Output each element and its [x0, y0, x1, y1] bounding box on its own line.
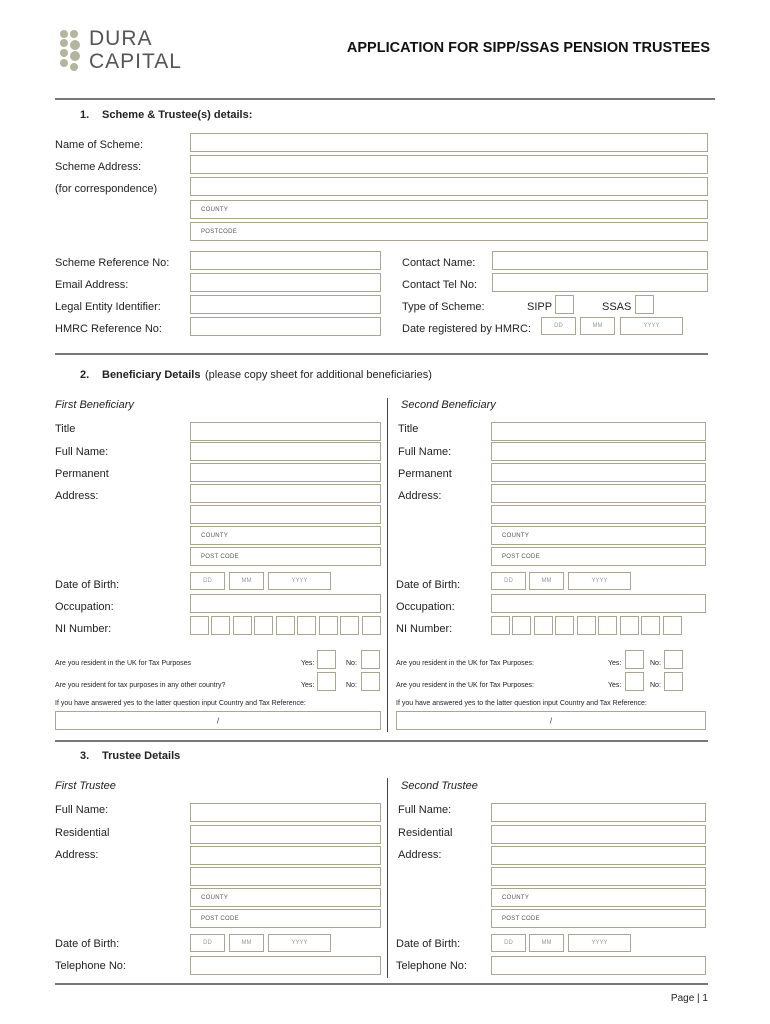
second-beneficiary-heading: Second Beneficiary — [401, 399, 496, 411]
page-number: Page | 1 — [670, 993, 708, 1004]
ben2-other-tax-no-checkbox[interactable] — [664, 672, 683, 691]
ben2-ni-cells[interactable] — [491, 616, 682, 635]
ben1-dob-month-field[interactable] — [229, 572, 264, 590]
ben2-postcode-field[interactable] — [491, 547, 706, 566]
mm-placeholder: MM — [541, 578, 552, 584]
scheme-reference-label: Scheme Reference No: — [55, 257, 170, 269]
trustee2-county-field[interactable] — [491, 888, 706, 907]
dd-placeholder: DD — [504, 940, 513, 946]
trustee2-dob-label: Date of Birth: — [396, 938, 461, 950]
slash-separator: / — [549, 716, 553, 725]
section-1-divider — [55, 353, 708, 355]
contact-tel-field[interactable] — [492, 273, 708, 292]
section-3-number: 3. — [80, 750, 90, 762]
ben2-uk-tax-yes-label: Yes: — [608, 660, 622, 667]
ben2-title-field[interactable] — [491, 422, 706, 441]
ben2-county-field[interactable] — [491, 526, 706, 545]
ssas-checkbox[interactable] — [635, 295, 654, 314]
ben1-occupation-label: Occupation: — [55, 601, 114, 613]
county-placeholder: COUNTY — [201, 533, 229, 539]
yyyy-placeholder: YYYY — [291, 940, 308, 946]
scheme-county-field[interactable] — [190, 200, 708, 219]
trustee1-dob-year-field[interactable] — [268, 934, 331, 952]
ben1-title-field[interactable] — [190, 422, 381, 441]
ben1-other-tax-no-label: No: — [346, 682, 357, 689]
ben1-county-field[interactable] — [190, 526, 381, 545]
lei-label: Legal Entity Identifier: — [55, 301, 161, 313]
yyyy-placeholder: YYYY — [591, 940, 608, 946]
ben2-other-tax-no-label: No: — [650, 682, 661, 689]
trustee1-full-name-label: Full Name: — [55, 804, 109, 816]
ben1-uk-tax-yes-checkbox[interactable] — [317, 650, 336, 669]
trustee1-dob-month-field[interactable] — [229, 934, 264, 952]
contact-name-field[interactable] — [492, 251, 708, 270]
ben1-permanent-label: Permanent — [55, 468, 109, 480]
trustee2-dob-year-field[interactable] — [568, 934, 631, 952]
ben2-other-tax-question: Are you resident in the UK for Tax Purposes: — [396, 682, 534, 689]
ben1-full-name-label: Full Name: — [55, 446, 109, 458]
scheme-postcode-field[interactable] — [190, 222, 708, 241]
yyyy-placeholder: YYYY — [291, 578, 308, 584]
ben1-dob-year-field[interactable] — [268, 572, 331, 590]
trustee1-address-line1-field[interactable] — [190, 825, 381, 844]
ni-cell[interactable] — [491, 616, 510, 635]
ben2-other-tax-yes-checkbox[interactable] — [625, 672, 644, 691]
ben2-occupation-label: Occupation: — [396, 601, 455, 613]
logo-text-capital: CAPITAL — [89, 50, 182, 73]
ni-cell[interactable] — [534, 616, 553, 635]
ben1-dob-day-field[interactable] — [190, 572, 225, 590]
page-title: APPLICATION FOR SIPP/SSAS PENSION TRUSTEES — [346, 40, 710, 56]
ben1-other-tax-yes-checkbox[interactable] — [317, 672, 336, 691]
trustee1-residential-label: Residential — [55, 827, 110, 839]
trustee2-full-name-field[interactable] — [491, 803, 706, 822]
sipp-checkbox[interactable] — [555, 295, 574, 314]
yyyy-placeholder: YYYY — [591, 578, 608, 584]
contact-tel-label: Contact Tel No: — [402, 279, 478, 291]
county-placeholder: COUNTY — [502, 533, 530, 539]
ben2-other-tax-yes-label: Yes: — [608, 682, 622, 689]
scheme-address-label: Scheme Address: — [55, 161, 142, 173]
ben2-occupation-field[interactable] — [491, 594, 706, 613]
ben1-other-tax-yes-label: Yes: — [301, 682, 315, 689]
ni-cell[interactable] — [641, 616, 660, 635]
trustee2-telephone-label: Telephone No: — [396, 960, 467, 972]
ni-cell[interactable] — [190, 616, 209, 635]
postcode-placeholder: POST CODE — [201, 554, 239, 560]
postcode-placeholder: POST CODE — [502, 916, 540, 922]
dd-placeholder: DD — [203, 578, 212, 584]
postcode-placeholder: POST CODE — [201, 916, 239, 922]
trustee1-postcode-field[interactable] — [190, 909, 381, 928]
ni-cell[interactable] — [254, 616, 273, 635]
ben2-title-label: Title — [398, 423, 419, 435]
dd-placeholder: DD — [203, 940, 212, 946]
trustee1-dob-label: Date of Birth: — [55, 938, 120, 950]
ben1-address-line2-field[interactable] — [190, 484, 381, 503]
logo-mark-icon — [55, 28, 85, 74]
ben1-ni-cells[interactable] — [190, 616, 381, 635]
trustee1-address-line2-field[interactable] — [190, 846, 381, 865]
ni-cell[interactable] — [577, 616, 596, 635]
ben1-other-tax-question: Are you resident for tax purposes in any other country? — [55, 682, 226, 689]
ben2-dob-year-field[interactable] — [568, 572, 631, 590]
ni-cell[interactable] — [663, 616, 682, 635]
section-2-title: Beneficiary Details — [102, 369, 201, 381]
scheme-type-label: Type of Scheme: — [402, 301, 485, 313]
first-trustee-heading: First Trustee — [55, 780, 116, 792]
trustee2-dob-day-field[interactable] — [491, 934, 526, 952]
section-2-column-divider — [387, 398, 388, 732]
ben1-dob-label: Date of Birth: — [55, 579, 120, 591]
ben2-tax-reference-instruction: If you have answered yes to the latter question input Country and Tax Reference: — [396, 700, 647, 707]
trustee1-full-name-field[interactable] — [190, 803, 381, 822]
ni-cell[interactable] — [276, 616, 295, 635]
trustee1-telephone-label: Telephone No: — [55, 960, 126, 972]
slash-separator: / — [216, 716, 220, 725]
section-2-note: (please copy sheet for additional beneficiaries) — [205, 369, 432, 381]
trustee1-dob-day-field[interactable] — [190, 934, 225, 952]
mm-placeholder: MM — [241, 940, 252, 946]
date-registered-label: Date registered by HMRC: — [402, 323, 531, 335]
section-3-title: Trustee Details — [102, 750, 181, 762]
ben2-dob-month-field[interactable] — [529, 572, 564, 590]
ni-cell[interactable] — [512, 616, 531, 635]
scheme-name-label: Name of Scheme: — [55, 139, 144, 151]
footer-divider — [55, 983, 708, 985]
trustee1-telephone-field[interactable] — [190, 956, 381, 975]
trustee2-address-line2-field[interactable] — [491, 846, 706, 865]
ben2-country-tax-reference-field[interactable] — [396, 711, 706, 730]
dd-placeholder: DD — [504, 578, 513, 584]
first-beneficiary-heading: First Beneficiary — [55, 399, 134, 411]
section-2-divider — [55, 740, 708, 742]
lei-field[interactable] — [190, 295, 381, 314]
ni-cell[interactable] — [620, 616, 639, 635]
ben2-ni-label: NI Number: — [396, 623, 453, 635]
postcode-placeholder: POSTCODE — [201, 229, 238, 235]
ben2-address-line3-field[interactable] — [491, 505, 706, 524]
ben1-tax-reference-instruction: If you have answered yes to the latter question input Country and Tax Reference: — [55, 700, 306, 707]
ben1-uk-tax-yes-label: Yes: — [301, 660, 315, 667]
ben1-address-line3-field[interactable] — [190, 505, 381, 524]
county-placeholder: COUNTY — [201, 207, 229, 213]
ni-cell[interactable] — [233, 616, 252, 635]
yyyy-placeholder: YYYY — [643, 323, 660, 329]
ben1-address-label: Address: — [55, 490, 99, 502]
ben2-uk-tax-yes-checkbox[interactable] — [625, 650, 644, 669]
ben2-uk-tax-question: Are you resident in the UK for Tax Purposes: — [396, 660, 534, 667]
mm-placeholder: MM — [541, 940, 552, 946]
ben2-address-line2-field[interactable] — [491, 484, 706, 503]
county-placeholder: COUNTY — [201, 895, 229, 901]
hmrc-reference-label: HMRC Reference No: — [55, 323, 162, 335]
trustee2-telephone-field[interactable] — [491, 956, 706, 975]
ben2-full-name-field[interactable] — [491, 442, 706, 461]
ben2-address-line1-field[interactable] — [491, 463, 706, 482]
correspondence-label: (for correspondence) — [55, 183, 158, 195]
trustee2-postcode-field[interactable] — [491, 909, 706, 928]
scheme-reference-field[interactable] — [190, 251, 381, 270]
reg-date-day-field[interactable] — [541, 317, 576, 335]
header-divider — [55, 98, 715, 100]
ben2-address-label: Address: — [398, 490, 442, 502]
scheme-address-line2-field[interactable] — [190, 177, 708, 196]
trustee1-address-line3-field[interactable] — [190, 867, 381, 886]
email-field[interactable] — [190, 273, 381, 292]
ben1-uk-tax-no-checkbox[interactable] — [361, 650, 380, 669]
ben1-uk-tax-question: Are you resident in the UK for Tax Purposes — [55, 660, 192, 667]
ni-cell[interactable] — [362, 616, 381, 635]
logo-text-dura: DURA — [89, 27, 153, 50]
ni-cell[interactable] — [340, 616, 359, 635]
ben2-permanent-label: Permanent — [398, 468, 452, 480]
ben2-dob-day-field[interactable] — [491, 572, 526, 590]
contact-name-label: Contact Name: — [402, 257, 476, 269]
ni-cell[interactable] — [297, 616, 316, 635]
scheme-address-line1-field[interactable] — [190, 155, 708, 174]
ben1-full-name-field[interactable] — [190, 442, 381, 461]
ben1-uk-tax-no-label: No: — [346, 660, 357, 667]
section-2-number: 2. — [80, 369, 90, 381]
trustee2-address-line1-field[interactable] — [491, 825, 706, 844]
trustee2-full-name-label: Full Name: — [398, 804, 452, 816]
county-placeholder: COUNTY — [502, 895, 530, 901]
ni-cell[interactable] — [211, 616, 230, 635]
hmrc-reference-field[interactable] — [190, 317, 381, 336]
ben1-other-tax-no-checkbox[interactable] — [361, 672, 380, 691]
section-1-title: Scheme & Trustee(s) details: — [102, 109, 253, 121]
trustee2-address-label: Address: — [398, 849, 442, 861]
ben2-uk-tax-no-checkbox[interactable] — [664, 650, 683, 669]
ben2-full-name-label: Full Name: — [398, 446, 452, 458]
trustee1-address-label: Address: — [55, 849, 99, 861]
mm-placeholder: MM — [241, 578, 252, 584]
trustee2-residential-label: Residential — [398, 827, 453, 839]
ssas-label: SSAS — [602, 301, 632, 313]
reg-date-year-field[interactable] — [620, 317, 683, 335]
ben1-occupation-field[interactable] — [190, 594, 381, 613]
ben1-country-tax-reference-field[interactable] — [55, 711, 381, 730]
ben2-uk-tax-no-label: No: — [650, 660, 661, 667]
ben1-postcode-field[interactable] — [190, 547, 381, 566]
ni-cell[interactable] — [598, 616, 617, 635]
ni-cell[interactable] — [319, 616, 338, 635]
sipp-label: SIPP — [527, 301, 553, 313]
trustee2-dob-month-field[interactable] — [529, 934, 564, 952]
ben2-dob-label: Date of Birth: — [396, 579, 461, 591]
trustee1-county-field[interactable] — [190, 888, 381, 907]
reg-date-month-field[interactable] — [580, 317, 615, 335]
ni-cell[interactable] — [555, 616, 574, 635]
email-label: Email Address: — [55, 279, 129, 291]
section-1-number: 1. — [80, 109, 90, 121]
mm-placeholder: MM — [592, 323, 603, 329]
postcode-placeholder: POST CODE — [502, 554, 540, 560]
trustee2-address-line3-field[interactable] — [491, 867, 706, 886]
section-3-column-divider — [387, 778, 388, 978]
dd-placeholder: DD — [554, 323, 563, 329]
ben1-title-label: Title — [55, 423, 76, 435]
second-trustee-heading: Second Trustee — [401, 780, 478, 792]
company-logo — [55, 28, 190, 74]
ben1-ni-label: NI Number: — [55, 623, 112, 635]
scheme-name-field[interactable] — [190, 133, 708, 152]
ben1-address-line1-field[interactable] — [190, 463, 381, 482]
